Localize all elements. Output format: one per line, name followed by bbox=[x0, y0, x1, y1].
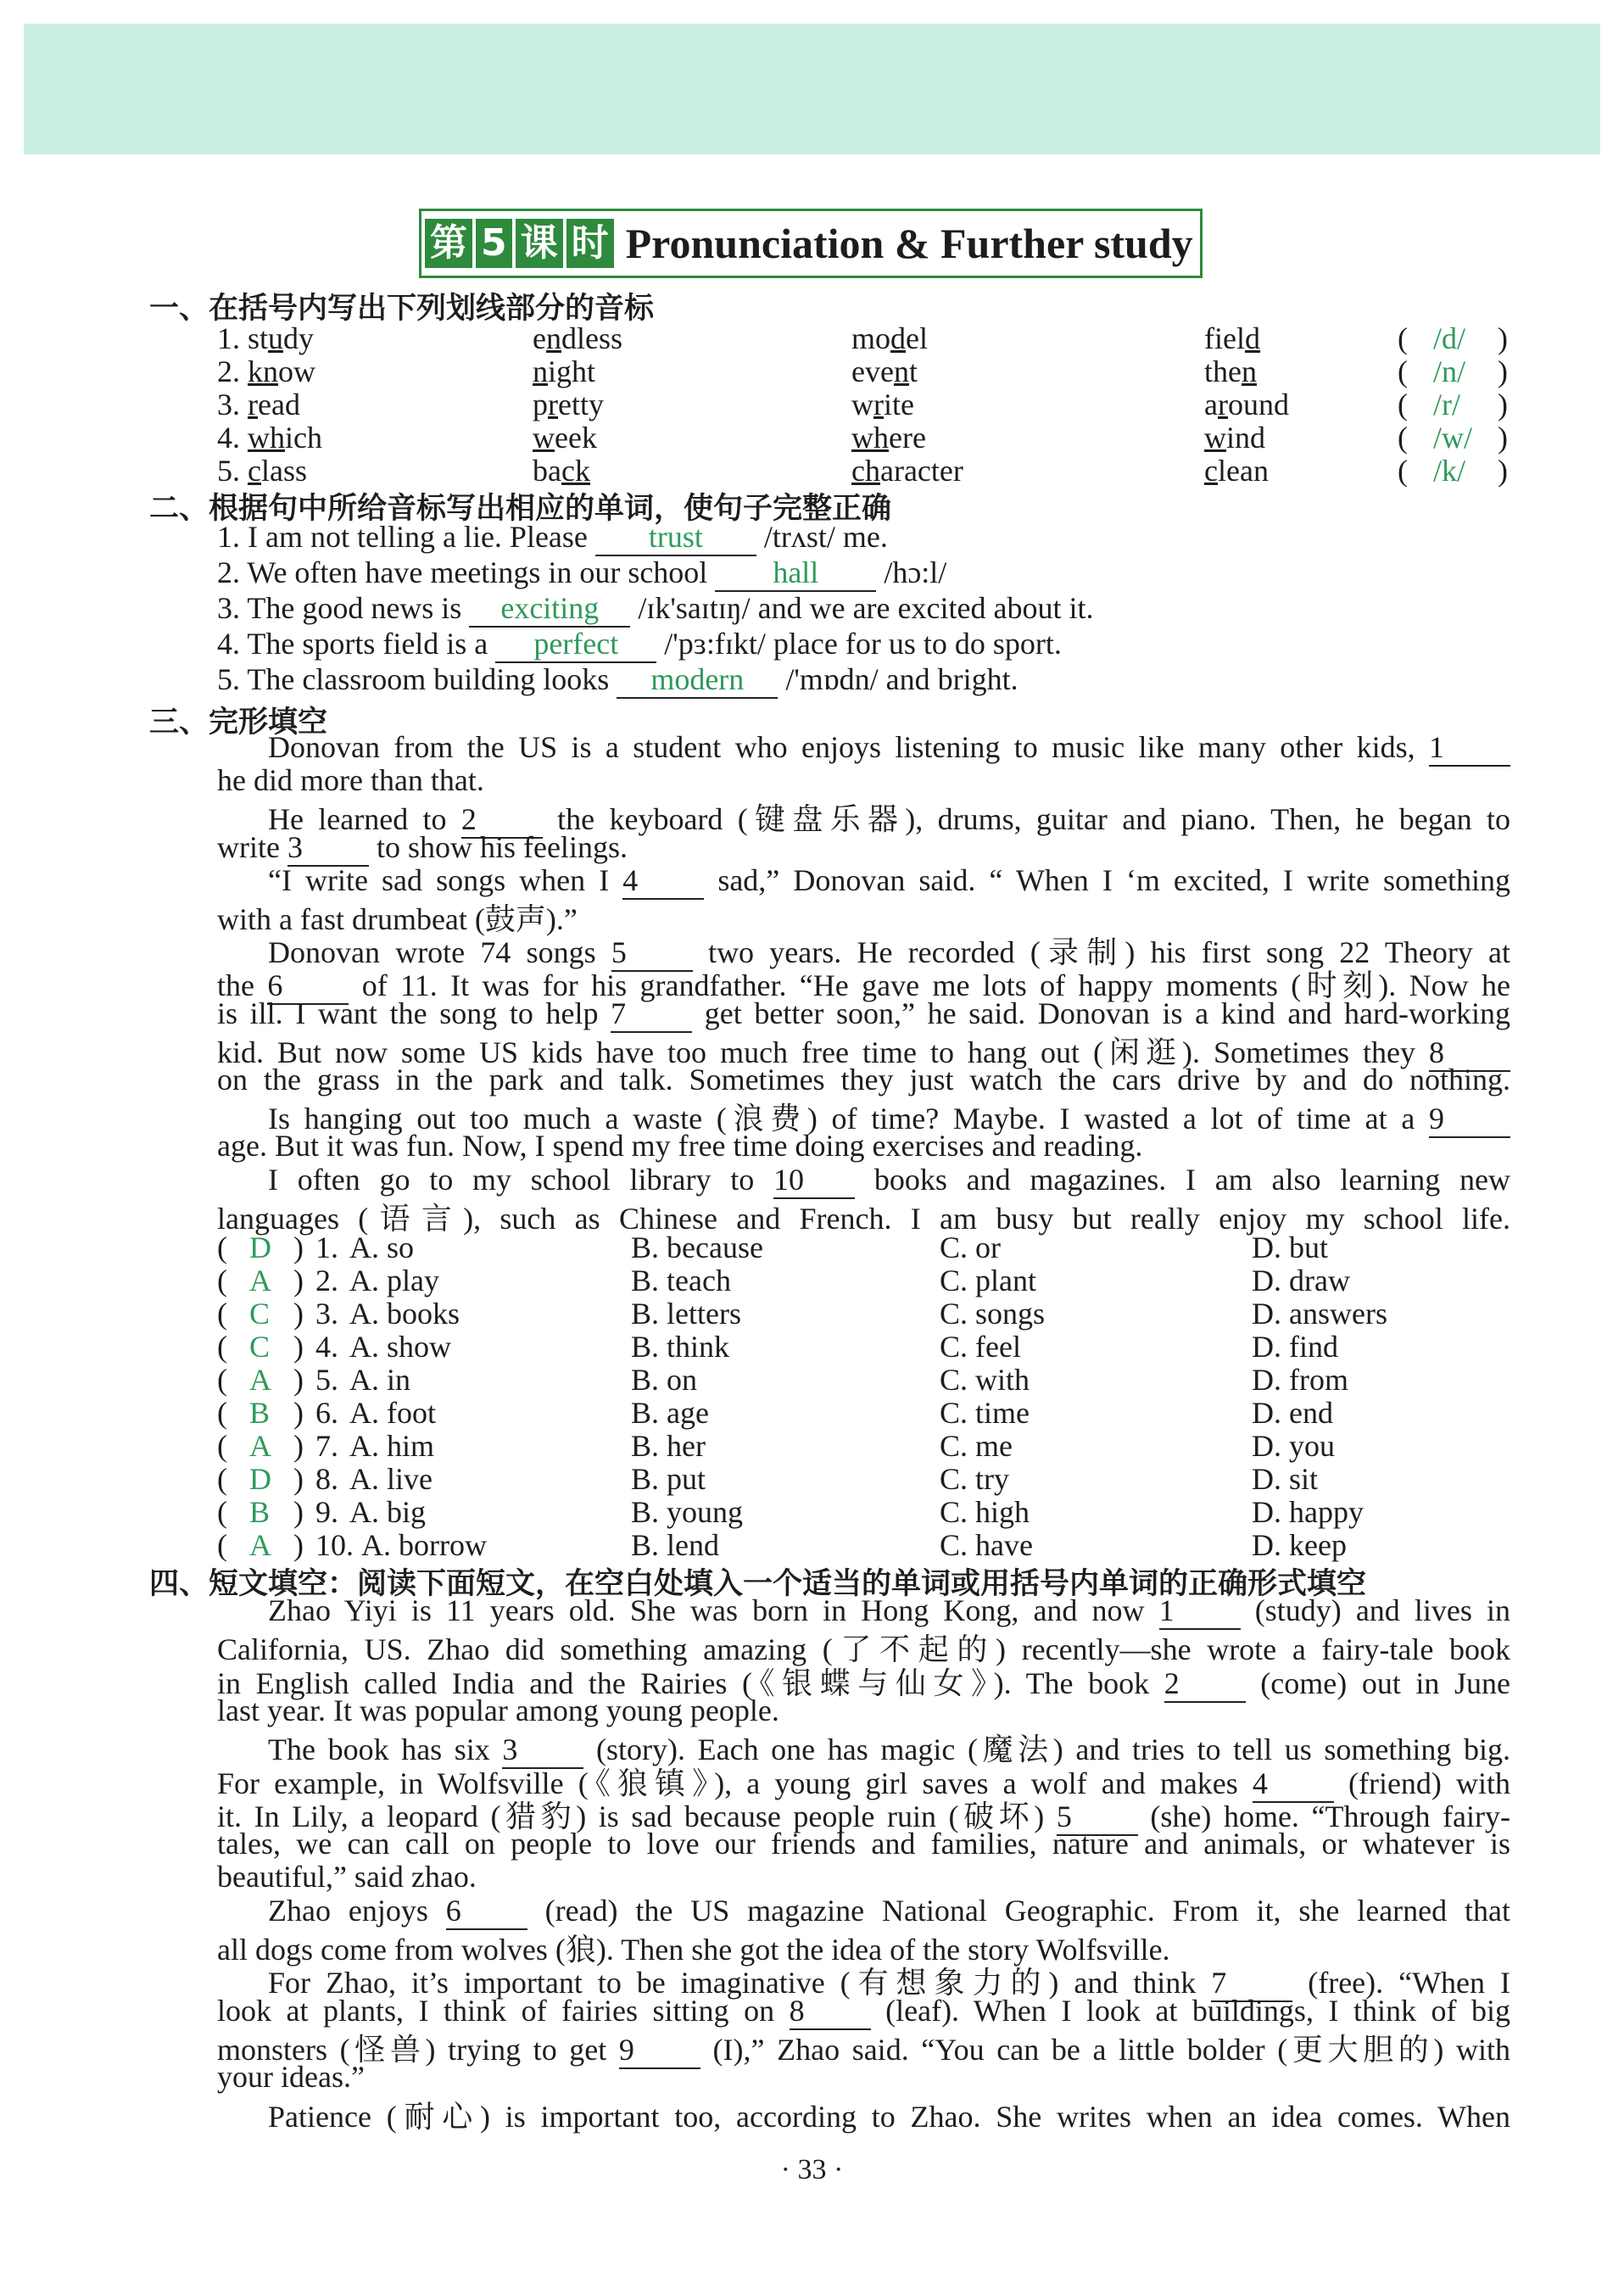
answer-blank: modern bbox=[617, 661, 778, 699]
word-part: el bbox=[906, 321, 928, 355]
option-b: B. teach bbox=[631, 1264, 731, 1297]
bracket-open: ( bbox=[217, 1230, 227, 1264]
passage-text: languages (语言), such as Chinese and French. I am busy but really enjoy my school life. bbox=[217, 1201, 1510, 1236]
passage-line bbox=[217, 2059, 1510, 2095]
word-item bbox=[1204, 420, 1265, 455]
word-item bbox=[1204, 321, 1260, 356]
word-part: ite bbox=[884, 388, 914, 421]
option-c: C. have bbox=[940, 1528, 1033, 1562]
word-part: mo bbox=[851, 321, 891, 355]
gap-blank: 3 bbox=[287, 829, 369, 867]
underlined-letters: n bbox=[1241, 354, 1257, 388]
question-number: 7. bbox=[315, 1429, 338, 1463]
passage-text: in English called India and the Rairies (《银蝶与仙女》). The book bbox=[217, 1666, 1164, 1700]
underlined-letters: r bbox=[248, 388, 258, 421]
word-part: dless bbox=[561, 321, 622, 355]
passage-text: last year. It was popular among young people. bbox=[217, 1693, 779, 1727]
passage-text: The book has six bbox=[268, 1733, 503, 1767]
option-c: C. or bbox=[940, 1230, 1001, 1264]
bracket-close: ) bbox=[1498, 454, 1508, 488]
option-b: B. her bbox=[631, 1429, 706, 1463]
answer-blank: perfect bbox=[495, 626, 656, 663]
title-char: 第 bbox=[425, 219, 472, 268]
passage-line bbox=[268, 1593, 1510, 1630]
title-text: Pronunciation & Further study bbox=[625, 220, 1193, 267]
option-d: D. end bbox=[1252, 1396, 1333, 1430]
passage-text: books and magazines. I am also learning new bbox=[855, 1162, 1510, 1197]
sentence bbox=[217, 555, 946, 592]
passage-text: (friend) with bbox=[1333, 1766, 1511, 1800]
option-b: B. think bbox=[631, 1330, 730, 1364]
choice-answer: A bbox=[249, 1264, 271, 1297]
sentence-text: /'mɒdn/ and bright. bbox=[778, 662, 1018, 696]
underlined-letters: wh bbox=[851, 421, 889, 455]
gap-blank: 2 bbox=[461, 801, 543, 839]
word-item bbox=[533, 387, 604, 422]
answer-blank: hall bbox=[715, 555, 876, 592]
bracket-close: ) bbox=[293, 1230, 304, 1264]
passage-text: kid. But now some US kids have too much free time to hang out (闲逛). Sometimes they bbox=[217, 1035, 1429, 1069]
option-b: B. letters bbox=[631, 1297, 741, 1331]
question-number: 4. bbox=[315, 1330, 338, 1364]
phonetic-answer: /k/ bbox=[1433, 454, 1466, 488]
passage-text: I often go to my school library to bbox=[268, 1162, 774, 1197]
word-item bbox=[533, 420, 597, 455]
passage-text: Donovan from the US is a student who enjoys listening to music like many other kids, bbox=[268, 730, 1429, 764]
choice-answer: B bbox=[249, 1396, 271, 1430]
underlined-letters: wh bbox=[248, 421, 285, 455]
gap-blank: 5 bbox=[1057, 1799, 1138, 1836]
option-a: A. play bbox=[349, 1264, 439, 1297]
word-item bbox=[533, 354, 595, 389]
underlined-letters: w bbox=[1204, 421, 1226, 455]
passage-text: Is hanging out too much a waste (浪费) of time? Maybe. I wasted a lot of time at a bbox=[268, 1102, 1429, 1136]
choice-answer: C bbox=[249, 1330, 271, 1364]
option-b: B. young bbox=[631, 1495, 744, 1529]
passage-text: of 11. It was for his grandfather. “He gave me lots of happy moments (时刻). Now he bbox=[349, 968, 1511, 1003]
option-d: D. happy bbox=[1252, 1495, 1364, 1529]
underlined-letters: ch bbox=[851, 454, 880, 488]
option-a: A. him bbox=[349, 1429, 435, 1463]
sentence-text: 1. I am not telling a lie. Please bbox=[217, 520, 595, 554]
question-number: 6. bbox=[315, 1396, 338, 1430]
question-number: 9. bbox=[315, 1495, 338, 1529]
word-item bbox=[533, 321, 622, 356]
word-part: lass bbox=[260, 454, 307, 488]
sentence bbox=[217, 661, 1018, 699]
passage-text: (free). “When I bbox=[1292, 1966, 1510, 2000]
bracket-close: ) bbox=[293, 1495, 304, 1529]
passage-text: it. In Lily, a leopard (猎豹) is sad because people ruin (破坏) bbox=[217, 1799, 1057, 1833]
gap-blank: 6 bbox=[446, 1893, 527, 1930]
passage-line bbox=[217, 1128, 1510, 1163]
passage-text: beautiful,” said zhao. bbox=[217, 1860, 477, 1894]
title-char: 课 bbox=[516, 219, 563, 268]
bracket-close: ) bbox=[293, 1264, 304, 1297]
option-c: C. feel bbox=[940, 1330, 1021, 1364]
passage-text: (she) home. “Through fairy- bbox=[1137, 1799, 1510, 1833]
underlined-letters: c bbox=[1204, 454, 1218, 488]
option-a: A. live bbox=[349, 1462, 433, 1496]
passage-line bbox=[217, 1859, 1510, 1894]
gap-blank: 5 bbox=[611, 935, 693, 972]
word-part: e bbox=[533, 321, 546, 355]
gap-blank: 9 bbox=[1429, 1101, 1510, 1138]
word-part: a bbox=[1204, 388, 1218, 421]
item-number: 4. bbox=[217, 421, 248, 455]
phonetic-answer: /w/ bbox=[1433, 421, 1473, 455]
option-b: B. on bbox=[631, 1363, 698, 1397]
word-item bbox=[533, 453, 590, 488]
gap-blank: 1 bbox=[1429, 729, 1510, 767]
passage-line bbox=[268, 2093, 1510, 2136]
bracket-close: ) bbox=[293, 1462, 304, 1496]
gap-blank: 7 bbox=[611, 996, 692, 1033]
option-b: B. because bbox=[631, 1230, 763, 1264]
passage-text: For example, in Wolfsville (《狼镇》), a young girl saves a wolf and makes bbox=[217, 1766, 1253, 1800]
option-b: B. lend bbox=[631, 1528, 719, 1562]
gap-blank: 7 bbox=[1211, 1965, 1292, 2002]
sentence bbox=[217, 626, 1062, 663]
underlined-letters: c bbox=[248, 454, 261, 488]
passage-text: (I),” Zhao said. “You can be a little bolder (更大胆的) with bbox=[700, 2032, 1510, 2067]
gap-blank: 2 bbox=[1164, 1666, 1246, 1703]
word-item bbox=[851, 321, 928, 356]
word-part: ere bbox=[889, 421, 926, 455]
lesson-title bbox=[419, 209, 1203, 278]
bracket-open: ( bbox=[217, 1429, 227, 1463]
passage-line bbox=[268, 1893, 1510, 1930]
passage-text: tales, we can call on people to love our friends and families, nature and animals, or whatever is bbox=[217, 1827, 1510, 1861]
gap-blank: 9 bbox=[619, 2032, 700, 2069]
choice-answer: A bbox=[249, 1429, 271, 1463]
underlined-letters: r bbox=[873, 388, 884, 421]
title-char: 时 bbox=[566, 219, 614, 268]
underlined-letters: ck bbox=[561, 454, 590, 488]
bracket-close: ) bbox=[293, 1363, 304, 1397]
bracket-open: ( bbox=[1398, 354, 1408, 388]
gap-blank: 4 bbox=[1253, 1766, 1334, 1803]
item-number: 1. bbox=[217, 321, 248, 355]
bracket-open: ( bbox=[1398, 321, 1408, 355]
underlined-letters: n bbox=[893, 354, 909, 388]
passage-text: monsters (怪兽) trying to get bbox=[217, 2032, 619, 2067]
bracket-open: ( bbox=[217, 1297, 227, 1331]
question-number: 3. bbox=[315, 1297, 338, 1331]
bracket-open: ( bbox=[1398, 454, 1408, 488]
passage-line bbox=[217, 1993, 1510, 2030]
word-part: st bbox=[248, 321, 269, 355]
option-a: A. foot bbox=[349, 1396, 436, 1430]
bracket-close: ) bbox=[293, 1528, 304, 1562]
sentence bbox=[217, 590, 1093, 628]
option-d: D. answers bbox=[1252, 1297, 1387, 1331]
bracket-open: ( bbox=[217, 1462, 227, 1496]
option-a: A. in bbox=[349, 1363, 410, 1397]
word-part: ow bbox=[278, 354, 315, 388]
word-item bbox=[851, 387, 914, 422]
passage-text: California, US. Zhao did something amazing (了不起的) recently—she wrote a fairy-tale book bbox=[217, 1632, 1510, 1667]
bracket-close: ) bbox=[1498, 354, 1508, 388]
option-a: A. borrow bbox=[361, 1528, 487, 1562]
phonetic-answer: /r/ bbox=[1433, 388, 1460, 421]
sentence-text: 4. The sports field is a bbox=[217, 627, 496, 661]
passage-text: Donovan wrote 74 songs bbox=[268, 935, 611, 970]
passage-text: (read) the US magazine National Geographic. From it, she learned that bbox=[527, 1893, 1510, 1928]
option-c: C. songs bbox=[940, 1297, 1046, 1331]
passage-text: write bbox=[217, 829, 287, 864]
underlined-letters: d bbox=[1244, 321, 1260, 355]
bracket-open: ( bbox=[1398, 421, 1408, 455]
answer-blank: trust bbox=[595, 519, 756, 556]
word-part: ind bbox=[1226, 421, 1266, 455]
option-c: C. plant bbox=[940, 1264, 1036, 1297]
word-part: etty bbox=[558, 388, 604, 421]
word-part: ead bbox=[258, 388, 300, 421]
passage-line bbox=[268, 862, 1510, 900]
answer-blank: exciting bbox=[469, 590, 630, 628]
word-item bbox=[217, 387, 300, 422]
underlined-letters: u bbox=[268, 321, 284, 355]
question-number: 1. bbox=[315, 1230, 338, 1264]
item-number: 2. bbox=[217, 354, 248, 388]
word-item bbox=[851, 453, 963, 488]
passage-text: is ill. I want the song to help bbox=[217, 996, 611, 1030]
passage-text: your ideas.” bbox=[217, 2060, 365, 2095]
underlined-letters: n bbox=[533, 354, 548, 388]
passage-line bbox=[217, 1826, 1510, 1861]
word-item bbox=[851, 420, 926, 455]
passage-text: with a fast drumbeat (鼓声).” bbox=[217, 902, 578, 936]
option-c: C. time bbox=[940, 1396, 1030, 1430]
option-a: A. books bbox=[349, 1297, 460, 1331]
passage-text: sad,” Donovan said. “ When I ‘m excited, I write something bbox=[704, 862, 1510, 897]
bracket-open: ( bbox=[217, 1396, 227, 1430]
option-c: C. high bbox=[940, 1495, 1030, 1529]
passage-text: the keyboard (键盘乐器), drums, guitar and piano. Then, he began to bbox=[542, 802, 1510, 837]
question-number: 10. bbox=[315, 1528, 354, 1562]
bracket-open: ( bbox=[217, 1264, 227, 1297]
sentence-text: /trʌst/ me. bbox=[756, 520, 888, 554]
passage-line bbox=[217, 762, 1510, 798]
passage-text: on the grass in the park and talk. Sometimes they just watch the cars drive by and do nothing. bbox=[217, 1063, 1510, 1096]
option-d: D. keep bbox=[1252, 1528, 1347, 1562]
word-part: eve bbox=[851, 354, 894, 388]
passage-text: For Zhao, it’s important to be imaginative (有想象力的) and think bbox=[268, 1966, 1212, 2000]
sentence-text: 3. The good news is bbox=[217, 591, 470, 625]
passage-text: (come) out in June bbox=[1245, 1666, 1510, 1700]
sentence-text: /ɪk'saɪtɪŋ/ and we are excited about it. bbox=[630, 591, 1094, 625]
word-part: ich bbox=[285, 421, 322, 455]
underlined-letters: w bbox=[533, 421, 555, 455]
word-part: w bbox=[851, 388, 873, 421]
gap-blank: 3 bbox=[502, 1732, 583, 1769]
choice-answer: D bbox=[249, 1462, 271, 1496]
question-number: 5. bbox=[315, 1363, 338, 1397]
option-b: B. age bbox=[631, 1396, 709, 1430]
bracket-close: ) bbox=[293, 1297, 304, 1331]
option-d: D. find bbox=[1252, 1330, 1338, 1364]
word-part: t bbox=[908, 354, 918, 388]
title-char: 5 bbox=[476, 219, 512, 268]
word-part: dy bbox=[283, 321, 315, 355]
section-heading-4: 四、短文填空：阅读下面短文，在空白处填入一个适当的单词或用括号内单词的正确形式填空 bbox=[149, 1567, 1367, 1601]
passage-line bbox=[217, 1693, 1510, 1728]
section-heading-2: 二、根据句中所给音标写出相应的单词，使句子完整正确 bbox=[149, 492, 892, 526]
sentence bbox=[217, 519, 888, 556]
passage-line bbox=[217, 829, 1510, 867]
gap-blank: 8 bbox=[1429, 1035, 1510, 1072]
passage-text: Zhao enjoys bbox=[268, 1893, 446, 1928]
section-heading-1: 一、在括号内写出下列划线部分的音标 bbox=[149, 292, 655, 326]
option-a: A. big bbox=[349, 1495, 426, 1529]
gap-blank: 8 bbox=[790, 1993, 871, 2030]
passage-text: (study) and lives in bbox=[1240, 1593, 1511, 1627]
underlined-letters: n bbox=[545, 321, 561, 355]
phonetic-answer: /n/ bbox=[1433, 354, 1466, 388]
passage-text: He learned to bbox=[268, 802, 461, 837]
header-band bbox=[24, 24, 1600, 154]
passage-text: he did more than that. bbox=[217, 763, 484, 798]
word-item bbox=[1204, 354, 1257, 389]
word-item bbox=[217, 420, 322, 455]
passage-text: to show his feelings. bbox=[368, 829, 628, 864]
word-part: ight bbox=[548, 354, 596, 388]
sentence-text: /hɔ:l/ bbox=[876, 555, 947, 589]
underlined-letters: d bbox=[890, 321, 907, 355]
word-item bbox=[217, 354, 315, 389]
phonetic-answer: /d/ bbox=[1433, 321, 1466, 355]
section-heading-3: 三、完形填空 bbox=[149, 706, 328, 739]
choice-answer: B bbox=[249, 1495, 271, 1529]
underlined-letters: r bbox=[1217, 388, 1228, 421]
option-b: B. put bbox=[631, 1462, 706, 1496]
bracket-open: ( bbox=[217, 1363, 227, 1397]
passage-text: age. But it was fun. Now, I spend my free time doing exercises and reading. bbox=[217, 1129, 1143, 1163]
option-c: C. me bbox=[940, 1429, 1013, 1463]
bracket-close: ) bbox=[293, 1429, 304, 1463]
question-number: 8. bbox=[315, 1462, 338, 1496]
option-d: D. but bbox=[1252, 1230, 1328, 1264]
page-number: · 33 · bbox=[780, 2154, 844, 2185]
bracket-open: ( bbox=[217, 1495, 227, 1529]
sentence-text: /'pɜ:fɪkt/ place for us to do sport. bbox=[656, 627, 1062, 661]
passage-text: “I write sad songs when I bbox=[268, 862, 623, 897]
choice-answer: A bbox=[249, 1363, 271, 1397]
gap-blank: 1 bbox=[1159, 1593, 1241, 1630]
word-part: fiel bbox=[1204, 321, 1245, 355]
bracket-close: ) bbox=[1498, 321, 1508, 355]
passage-text: all dogs come from wolves (狼). Then she got the idea of the story Wolfsville. bbox=[217, 1933, 1170, 1967]
word-part: ba bbox=[533, 454, 561, 488]
option-d: D. sit bbox=[1252, 1462, 1319, 1496]
option-d: D. draw bbox=[1252, 1264, 1350, 1297]
passage-text: (story). Each one has magic (魔法) and tries to tell us something big. bbox=[583, 1733, 1511, 1767]
passage-text: two years. He recorded (录制) his first song 22 Theory at bbox=[692, 935, 1511, 970]
sentence-text: 5. The classroom building looks bbox=[217, 662, 617, 696]
passage-line bbox=[268, 1162, 1510, 1199]
item-number: 5. bbox=[217, 454, 248, 488]
word-item bbox=[1204, 387, 1289, 422]
passage-text: Patience (耐心) is important too, according to Zhao. She writes when an idea comes. When bbox=[268, 2099, 1510, 2134]
bracket-close: ) bbox=[1498, 421, 1508, 455]
word-part: aracter bbox=[879, 454, 963, 488]
bracket-close: ) bbox=[1498, 388, 1508, 421]
gap-blank: 6 bbox=[267, 968, 349, 1005]
passage-text: the bbox=[217, 968, 268, 1003]
option-c: C. try bbox=[940, 1462, 1010, 1496]
choice-answer: A bbox=[249, 1528, 271, 1562]
item-number: 3. bbox=[217, 388, 248, 421]
option-c: C. with bbox=[940, 1363, 1030, 1397]
choice-answer: D bbox=[249, 1230, 271, 1264]
word-item bbox=[1204, 453, 1269, 488]
passage-text: look at plants, I think of fairies sitting on bbox=[217, 1993, 790, 2028]
option-a: A. so bbox=[349, 1230, 415, 1264]
underlined-letters: r bbox=[548, 388, 558, 421]
word-part: lean bbox=[1217, 454, 1269, 488]
word-part: ound bbox=[1227, 388, 1289, 421]
passage-text: (leaf). When I look at buildings, I think of big bbox=[870, 1993, 1511, 2028]
word-item bbox=[217, 321, 314, 356]
word-item bbox=[217, 453, 307, 488]
underlined-letters: kn bbox=[248, 354, 278, 388]
word-part: eek bbox=[555, 421, 597, 455]
gap-blank: 10 bbox=[773, 1162, 855, 1199]
choice-answer: C bbox=[249, 1297, 271, 1331]
word-item bbox=[851, 354, 918, 389]
bracket-open: ( bbox=[217, 1528, 227, 1562]
sentence-text: 2. We often have meetings in our school bbox=[217, 555, 716, 589]
gap-blank: 4 bbox=[622, 862, 704, 900]
bracket-open: ( bbox=[217, 1330, 227, 1364]
passage-line bbox=[217, 1062, 1510, 1097]
passage-text: get better soon,” he said. Donovan is a kind and hard-working bbox=[692, 996, 1510, 1030]
option-d: D. from bbox=[1252, 1363, 1348, 1397]
option-d: D. you bbox=[1252, 1429, 1335, 1463]
bracket-close: ) bbox=[293, 1396, 304, 1430]
passage-text: Zhao Yiyi is 11 years old. She was born in Hong Kong, and now bbox=[268, 1593, 1159, 1627]
bracket-close: ) bbox=[293, 1330, 304, 1364]
question-number: 2. bbox=[315, 1264, 338, 1297]
passage-line bbox=[268, 729, 1510, 767]
option-a: A. show bbox=[349, 1330, 452, 1364]
word-part: p bbox=[533, 388, 548, 421]
word-part: the bbox=[1204, 354, 1242, 388]
passage-line bbox=[217, 996, 1510, 1033]
bracket-open: ( bbox=[1398, 388, 1408, 421]
